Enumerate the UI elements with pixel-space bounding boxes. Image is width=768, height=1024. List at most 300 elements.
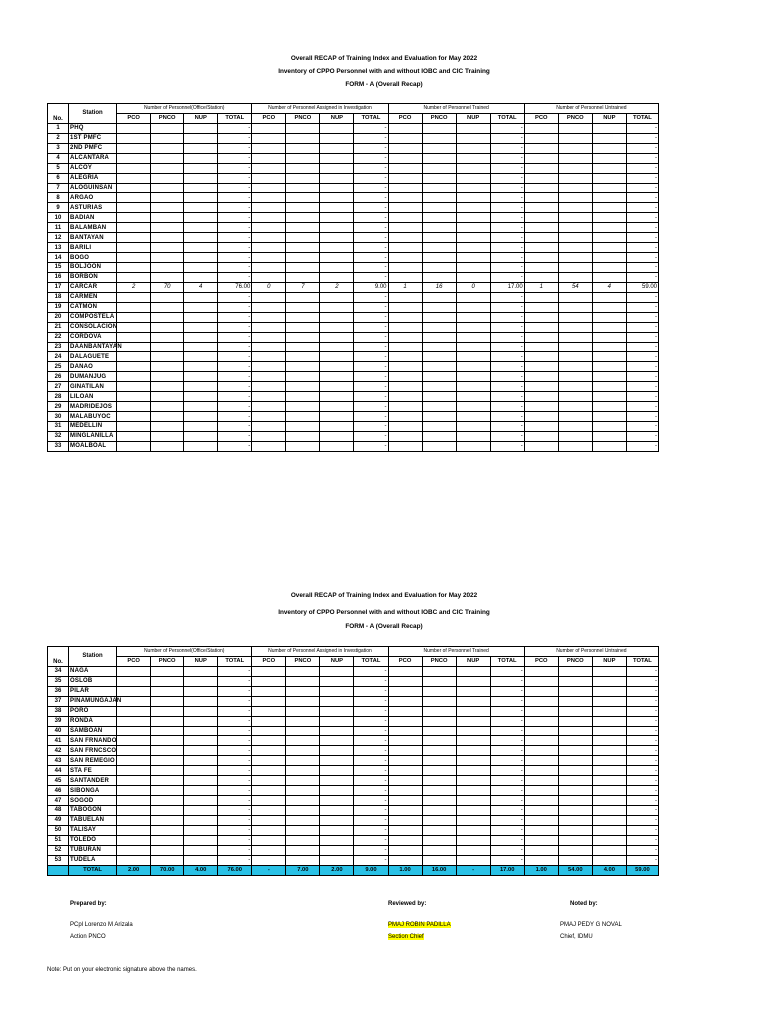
value-cell <box>252 382 286 392</box>
row-number: 39 <box>48 716 69 726</box>
table-row <box>48 746 659 756</box>
value-cell <box>558 153 592 163</box>
total-cell: 9.00 <box>354 282 388 292</box>
total-cell: - <box>490 332 524 342</box>
total-cell: - <box>490 213 524 223</box>
total-cell: - <box>218 322 252 332</box>
value-cell <box>184 726 218 736</box>
value-cell <box>151 766 184 776</box>
value-cell <box>524 392 558 402</box>
value-cell <box>558 666 592 676</box>
reviewed-by-title-text: Section Chief <box>388 934 424 940</box>
group-header-untrained: Number of Personnel Untrained <box>524 104 658 114</box>
value-cell <box>524 696 558 706</box>
header-row-groups <box>48 104 659 114</box>
total-cell: - <box>490 806 524 816</box>
value-cell <box>151 183 184 193</box>
value-cell <box>558 815 592 825</box>
value-cell <box>117 392 151 402</box>
station-name: TABOGON <box>69 806 117 816</box>
value-cell <box>320 786 354 796</box>
value-cell <box>184 806 218 816</box>
noted-by-label: Noted by: <box>570 901 598 907</box>
subheader-total: TOTAL <box>490 113 524 123</box>
station-name: DUMANJUG <box>69 372 117 382</box>
value-cell <box>252 233 286 243</box>
value-cell <box>151 696 184 706</box>
total-cell: - <box>626 796 658 806</box>
total-cell: - <box>626 756 658 766</box>
total-cell: - <box>218 736 252 746</box>
value-cell <box>252 193 286 203</box>
value-cell <box>524 776 558 786</box>
value-cell: 16 <box>422 282 456 292</box>
total-cell: - <box>626 845 658 855</box>
table-row <box>48 716 659 726</box>
total-cell: - <box>626 815 658 825</box>
value-cell <box>184 292 218 302</box>
value-cell <box>422 786 456 796</box>
value-cell <box>592 412 626 422</box>
value-cell <box>592 233 626 243</box>
value-cell <box>558 223 592 233</box>
value-cell <box>184 686 218 696</box>
value-cell <box>286 756 320 766</box>
value-cell <box>184 372 218 382</box>
value-cell <box>286 746 320 756</box>
total-cell: - <box>626 402 658 412</box>
row-number: 2 <box>48 133 69 143</box>
total-cell: - <box>354 825 388 835</box>
total-cell: - <box>218 431 252 441</box>
value-cell <box>524 143 558 153</box>
station-name: BOLJOON <box>69 263 117 273</box>
table-row <box>48 253 659 263</box>
value-cell <box>558 706 592 716</box>
total-cell: - <box>490 302 524 312</box>
value-cell <box>252 776 286 786</box>
value-cell <box>252 766 286 776</box>
value-cell <box>117 422 151 432</box>
value-cell <box>592 342 626 352</box>
row-number: 19 <box>48 302 69 312</box>
value-cell <box>286 776 320 786</box>
value-cell <box>388 292 422 302</box>
value-cell <box>422 352 456 362</box>
total-row-value: 1.00 <box>388 865 422 875</box>
value-cell <box>286 133 320 143</box>
value-cell <box>151 402 184 412</box>
value-cell <box>388 143 422 153</box>
value-cell <box>592 676 626 686</box>
table-row <box>48 696 659 706</box>
table-row <box>48 786 659 796</box>
value-cell <box>422 706 456 716</box>
value-cell <box>252 203 286 213</box>
value-cell <box>117 352 151 362</box>
value-cell <box>558 796 592 806</box>
header-row-sub <box>48 113 659 123</box>
value-cell <box>592 746 626 756</box>
station-name: TUDELA <box>69 855 117 865</box>
value-cell <box>151 312 184 322</box>
total-cell: - <box>626 716 658 726</box>
value-cell <box>422 123 456 133</box>
value-cell <box>456 815 490 825</box>
value-cell <box>592 776 626 786</box>
value-cell <box>558 835 592 845</box>
table-row <box>48 412 659 422</box>
value-cell <box>456 786 490 796</box>
value-cell <box>422 736 456 746</box>
value-cell <box>252 815 286 825</box>
value-cell <box>320 412 354 422</box>
total-row-value: 70.00 <box>151 865 184 875</box>
total-cell: - <box>490 855 524 865</box>
value-cell <box>184 352 218 362</box>
total-cell: - <box>490 253 524 263</box>
value-cell <box>320 153 354 163</box>
value-cell <box>388 223 422 233</box>
reviewed-by-title <box>388 933 424 941</box>
station-name: DANAO <box>69 362 117 372</box>
value-cell <box>592 806 626 816</box>
table-row <box>48 666 659 676</box>
station-name: ALEGRIA <box>69 173 117 183</box>
subheader-pco: PCO <box>524 656 558 666</box>
value-cell <box>456 845 490 855</box>
value-cell <box>151 213 184 223</box>
value-cell <box>320 676 354 686</box>
table-row <box>48 362 659 372</box>
value-cell <box>151 342 184 352</box>
value-cell <box>117 173 151 183</box>
row-number: 13 <box>48 243 69 253</box>
subheader-pnco: PNCO <box>286 113 320 123</box>
recap-table-2 <box>47 646 659 876</box>
total-cell: - <box>626 766 658 776</box>
value-cell <box>592 243 626 253</box>
value-cell <box>592 183 626 193</box>
total-cell: - <box>626 736 658 746</box>
row-number: 20 <box>48 312 69 322</box>
total-cell: - <box>354 342 388 352</box>
value-cell <box>117 855 151 865</box>
subheader-pnco: PNCO <box>151 656 184 666</box>
group-header-office: Number of Personnel(Office/Station) <box>117 104 252 114</box>
table-row <box>48 825 659 835</box>
value-cell <box>524 372 558 382</box>
value-cell <box>558 736 592 746</box>
value-cell <box>151 796 184 806</box>
station-name: TUBURAN <box>69 845 117 855</box>
value-cell <box>151 193 184 203</box>
total-cell: - <box>218 845 252 855</box>
value-cell <box>252 342 286 352</box>
total-cell: - <box>490 431 524 441</box>
subheader-total: TOTAL <box>354 656 388 666</box>
value-cell <box>524 292 558 302</box>
total-cell: - <box>626 676 658 686</box>
table-row <box>48 243 659 253</box>
value-cell <box>184 263 218 273</box>
value-cell <box>151 233 184 243</box>
value-cell <box>558 382 592 392</box>
value-cell <box>286 143 320 153</box>
prepared-by-label: Prepared by: <box>70 901 107 907</box>
value-cell <box>184 243 218 253</box>
value-cell <box>117 825 151 835</box>
value-cell <box>117 796 151 806</box>
row-number: 31 <box>48 422 69 432</box>
value-cell <box>151 382 184 392</box>
value-cell <box>558 213 592 223</box>
total-cell: - <box>354 686 388 696</box>
value-cell <box>524 786 558 796</box>
value-cell <box>592 431 626 441</box>
value-cell <box>558 143 592 153</box>
value-cell <box>592 686 626 696</box>
total-cell: - <box>354 253 388 263</box>
total-cell: - <box>218 302 252 312</box>
total-cell: - <box>626 312 658 322</box>
value-cell <box>151 706 184 716</box>
subheader-pco: PCO <box>388 656 422 666</box>
total-cell: - <box>354 726 388 736</box>
value-cell <box>252 372 286 382</box>
value-cell <box>184 835 218 845</box>
table-row <box>48 292 659 302</box>
value-cell <box>388 362 422 372</box>
value-cell <box>558 845 592 855</box>
station-name: CARMEN <box>69 292 117 302</box>
value-cell <box>286 223 320 233</box>
total-row-value: 54.00 <box>558 865 592 875</box>
row-number: 25 <box>48 362 69 372</box>
value-cell <box>320 143 354 153</box>
value-cell <box>184 203 218 213</box>
value-cell <box>252 362 286 372</box>
value-cell <box>117 332 151 342</box>
total-cell: - <box>354 332 388 342</box>
value-cell <box>252 123 286 133</box>
value-cell <box>388 716 422 726</box>
value-cell <box>456 322 490 332</box>
value-cell <box>286 213 320 223</box>
total-cell: - <box>626 412 658 422</box>
value-cell <box>592 362 626 372</box>
value-cell <box>592 786 626 796</box>
total-cell: - <box>626 143 658 153</box>
value-cell <box>558 422 592 432</box>
table-row <box>48 726 659 736</box>
subheader-pco: PCO <box>117 656 151 666</box>
value-cell <box>320 243 354 253</box>
value-cell <box>252 666 286 676</box>
value-cell <box>286 736 320 746</box>
value-cell <box>388 402 422 412</box>
value-cell <box>422 253 456 263</box>
total-cell: - <box>626 835 658 845</box>
group-header-untrained-2: Number of Personnel Untrained <box>524 647 658 657</box>
total-cell: - <box>218 312 252 322</box>
value-cell <box>422 233 456 243</box>
value-cell <box>592 253 626 263</box>
table-row <box>48 372 659 382</box>
value-cell <box>286 163 320 173</box>
value-cell <box>117 706 151 716</box>
total-cell: - <box>490 342 524 352</box>
value-cell <box>558 312 592 322</box>
value-cell <box>422 342 456 352</box>
total-cell: - <box>354 855 388 865</box>
value-cell: 7 <box>286 282 320 292</box>
value-cell <box>184 322 218 332</box>
value-cell <box>286 372 320 382</box>
value-cell <box>151 203 184 213</box>
value-cell <box>286 153 320 163</box>
value-cell <box>422 686 456 696</box>
table-row <box>48 776 659 786</box>
row-number: 48 <box>48 806 69 816</box>
value-cell <box>117 845 151 855</box>
value-cell <box>388 766 422 776</box>
reviewed-by-label: Reviewed by: <box>388 901 427 907</box>
value-cell <box>456 676 490 686</box>
value-cell <box>286 825 320 835</box>
total-row-value: 1.00 <box>524 865 558 875</box>
value-cell <box>558 233 592 243</box>
value-cell <box>388 193 422 203</box>
value-cell <box>286 342 320 352</box>
value-cell <box>320 272 354 282</box>
value-cell <box>286 855 320 865</box>
value-cell <box>456 431 490 441</box>
value-cell <box>117 272 151 282</box>
value-cell <box>456 422 490 432</box>
value-cell <box>184 412 218 422</box>
value-cell <box>558 372 592 382</box>
value-cell <box>184 786 218 796</box>
station-name: OSLOB <box>69 676 117 686</box>
value-cell <box>388 342 422 352</box>
total-cell: - <box>354 815 388 825</box>
value-cell <box>456 143 490 153</box>
total-cell: - <box>490 382 524 392</box>
row-number: 32 <box>48 431 69 441</box>
value-cell <box>286 233 320 243</box>
value-cell <box>184 392 218 402</box>
total-cell: - <box>218 756 252 766</box>
value-cell <box>558 441 592 451</box>
total-row-value: 59.00 <box>626 865 658 875</box>
value-cell <box>592 163 626 173</box>
value-cell <box>456 193 490 203</box>
value-cell <box>252 726 286 736</box>
value-cell <box>524 352 558 362</box>
value-cell <box>286 431 320 441</box>
total-cell: - <box>354 302 388 312</box>
value-cell <box>286 123 320 133</box>
value-cell <box>524 243 558 253</box>
value-cell <box>286 392 320 402</box>
value-cell <box>184 193 218 203</box>
table-row <box>48 352 659 362</box>
value-cell <box>524 183 558 193</box>
value-cell <box>456 706 490 716</box>
value-cell <box>456 796 490 806</box>
value-cell <box>151 352 184 362</box>
value-cell <box>592 422 626 432</box>
value-cell <box>252 806 286 816</box>
value-cell <box>524 422 558 432</box>
total-cell: - <box>218 213 252 223</box>
value-cell <box>456 392 490 402</box>
value-cell <box>524 845 558 855</box>
value-cell <box>422 203 456 213</box>
table-row <box>48 282 659 292</box>
no-header-2: No. <box>48 647 69 667</box>
total-cell: - <box>490 292 524 302</box>
value-cell <box>558 716 592 726</box>
row-number: 49 <box>48 815 69 825</box>
value-cell <box>117 786 151 796</box>
value-cell <box>592 736 626 746</box>
table-row <box>48 233 659 243</box>
value-cell <box>524 332 558 342</box>
value-cell <box>286 173 320 183</box>
table-row <box>48 676 659 686</box>
row-number: 11 <box>48 223 69 233</box>
table-row <box>48 855 659 865</box>
value-cell <box>422 412 456 422</box>
value-cell <box>558 272 592 282</box>
station-name: BANTAYAN <box>69 233 117 243</box>
value-cell <box>456 173 490 183</box>
value-cell <box>320 706 354 716</box>
value-cell <box>286 322 320 332</box>
value-cell <box>184 143 218 153</box>
total-cell: - <box>354 776 388 786</box>
value-cell <box>388 183 422 193</box>
value-cell <box>184 855 218 865</box>
station-name: MADRIDEJOS <box>69 402 117 412</box>
station-name: TALISAY <box>69 825 117 835</box>
value-cell <box>388 422 422 432</box>
value-cell <box>558 676 592 686</box>
value-cell <box>252 431 286 441</box>
table-row <box>48 173 659 183</box>
value-cell <box>286 806 320 816</box>
total-cell: - <box>490 776 524 786</box>
value-cell <box>117 696 151 706</box>
value-cell <box>524 123 558 133</box>
value-cell <box>388 776 422 786</box>
station-name: SANTANDER <box>69 776 117 786</box>
value-cell <box>422 173 456 183</box>
table-row <box>48 203 659 213</box>
total-cell: - <box>626 203 658 213</box>
value-cell <box>184 253 218 263</box>
value-cell <box>286 352 320 362</box>
station-name: BOGO <box>69 253 117 263</box>
value-cell <box>558 183 592 193</box>
value-cell <box>151 412 184 422</box>
value-cell <box>252 153 286 163</box>
value-cell <box>592 133 626 143</box>
total-cell: - <box>490 422 524 432</box>
total-row-value: 2.00 <box>320 865 354 875</box>
